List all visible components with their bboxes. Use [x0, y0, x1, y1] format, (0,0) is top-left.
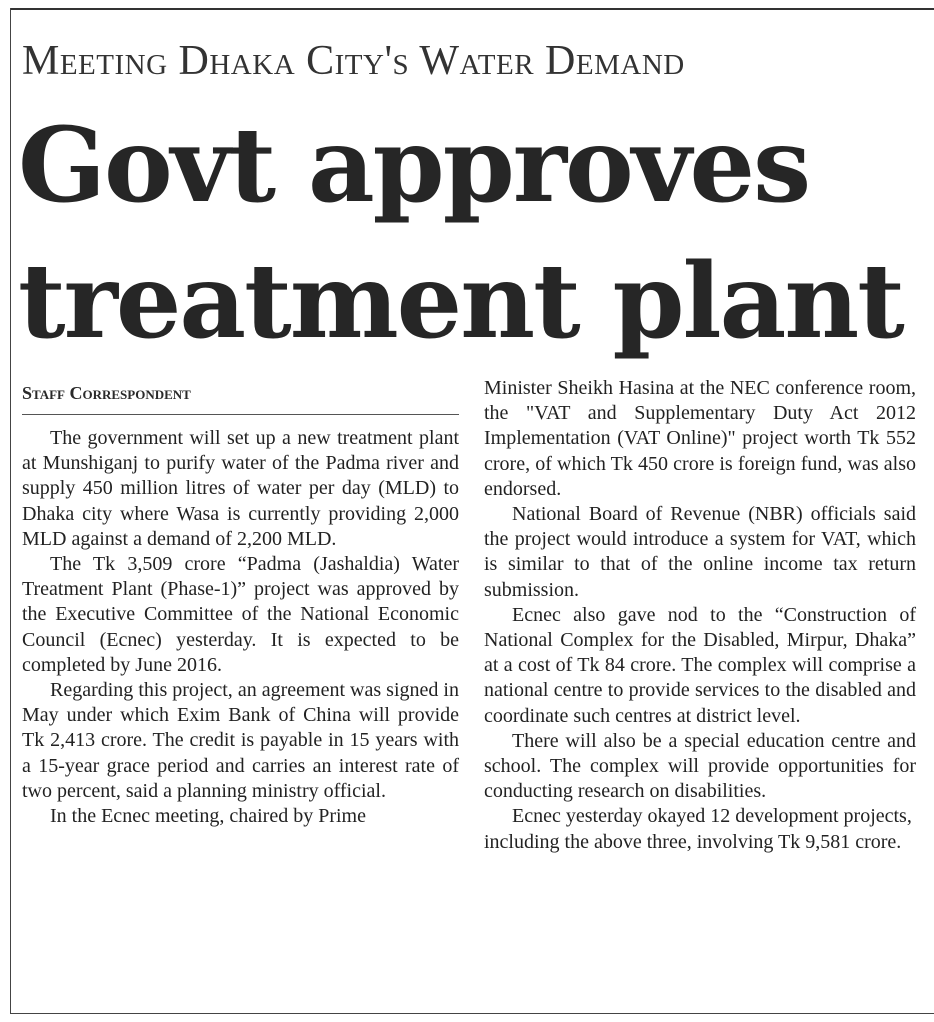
bottom-rule [10, 1013, 934, 1014]
article-kicker: Meeting Dhaka City's Water Demand [22, 38, 685, 84]
top-rule [10, 8, 934, 10]
article-byline: Staff Correspondent [22, 383, 459, 415]
paragraph: Ecnec also gave nod to the “Construction of National Complex for the Disabled, Mirpur, Dhaka” at a cost of Tk 84 crore. The complex will comprise a national centre to provide services to the disabled and coordinate such centres at district level. [484, 603, 916, 727]
paragraph: National Board of Revenue (NBR) officials said the project would introduce a system for VAT, which is similar to that of the online income tax return submission. [484, 503, 916, 601]
paragraph: Ecnec yesterday okayed 12 development projects, including the above three, involving Tk 9,581 crore. [484, 805, 912, 853]
paragraph: There will also be a special education centre and school. The complex will provide opportunities for conducting research on disabilities. [484, 729, 916, 803]
article-column-right [484, 376, 916, 855]
paragraph: Regarding this project, an agreement was signed in May under which Exim Bank of China will provide Tk 2,413 crore. The credit is payable in 15 years with a 15-year grace period and carries an interest rate of two percent, said a planning ministry official. [22, 679, 459, 802]
paragraph: In the Ecnec meeting, chaired by Prime [50, 805, 366, 828]
paragraph: The Tk 3,509 crore “Padma (Jashaldia) Water Treatment Plant (Phase-1)” project was approved by the Executive Committee of the National Economic Council (Ecnec) yesterday. It is expected to be completed by June 2016. [22, 553, 459, 676]
paragraph: Minister Sheikh Hasina at the NEC conference room, the "VAT and Supplementary Duty Act 2012 Implementation (VAT Online)" project worth Tk 552 crore, of which Tk 450 crore is foreign fund, was also endorsed. [484, 377, 916, 500]
left-rule [10, 8, 11, 1014]
article-headline: Govt approves treatment plant [18, 105, 903, 362]
article-column-left [22, 426, 459, 829]
paragraph: The government will set up a new treatment plant at Munshiganj to purify water of the Padma river and supply 450 million litres of water per day (MLD) to Dhaka city where Wasa is currently providing 2,000 MLD against a demand of 2,200 MLD. [22, 427, 459, 550]
